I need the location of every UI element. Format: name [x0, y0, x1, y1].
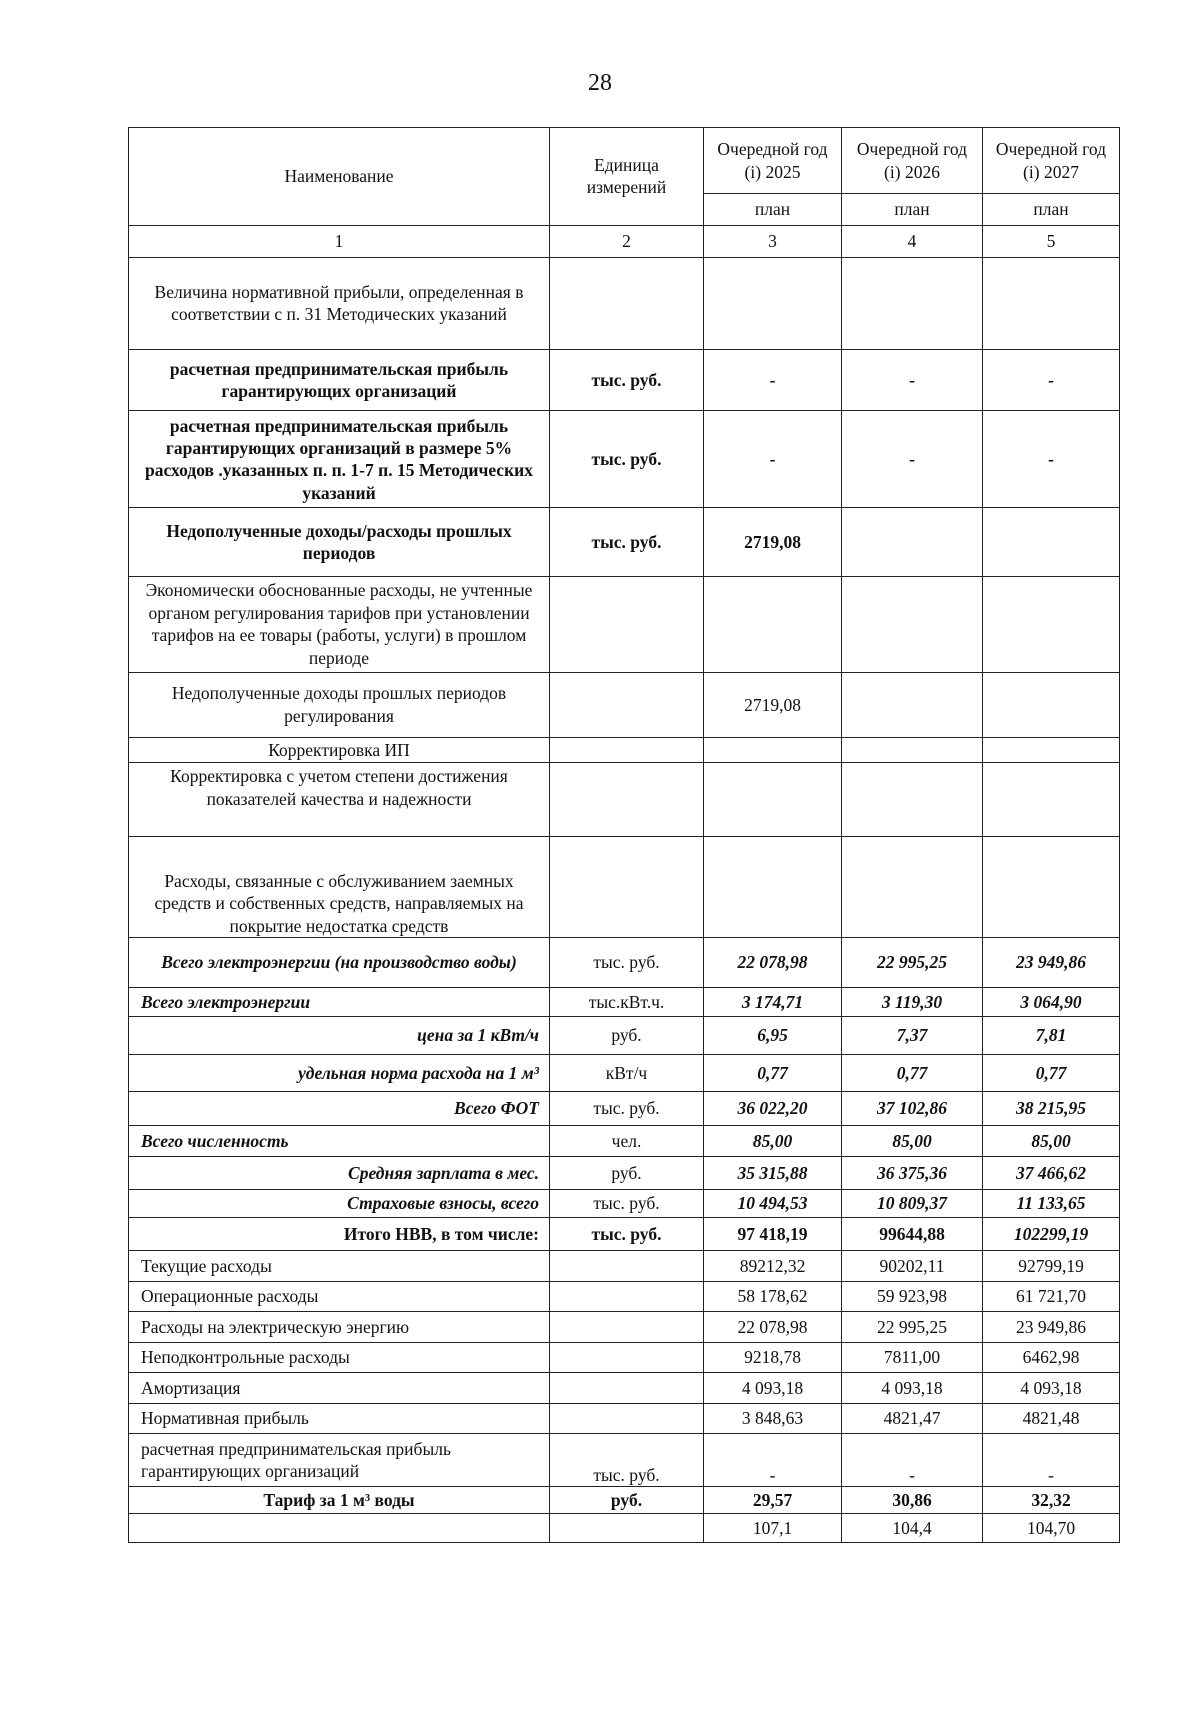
row-unit: [550, 1403, 704, 1434]
row-unit: [550, 1251, 704, 1282]
row-value-2026: 37 102,86: [842, 1091, 983, 1125]
row-value-2027: 37 466,62: [983, 1157, 1120, 1190]
row-value-2026: 104,4: [842, 1514, 983, 1543]
row-unit: [550, 837, 704, 938]
row-unit: [550, 1342, 704, 1373]
row-value-2025: -: [704, 411, 842, 508]
row-value-2027: -: [983, 350, 1120, 411]
row-value-2027: [983, 763, 1120, 837]
table-row: [129, 350, 1120, 411]
row-value-2027: [983, 737, 1120, 762]
row-name: Всего ФОТ: [129, 1091, 550, 1125]
row-name: цена за 1 кВт/ч: [129, 1017, 550, 1055]
table-row: [129, 1312, 1120, 1343]
row-value-2026: 4 093,18: [842, 1373, 983, 1404]
row-name: Страховые взносы, всего: [129, 1189, 550, 1217]
header-plan: план: [842, 194, 983, 226]
header-plan: план: [983, 194, 1120, 226]
row-name: Текущие расходы: [129, 1251, 550, 1282]
row-value-2026: 59 923,98: [842, 1281, 983, 1312]
row-value-2026: 7811,00: [842, 1342, 983, 1373]
row-value-2026: [842, 257, 983, 350]
row-name: Корректировка ИП: [129, 737, 550, 762]
row-unit: чел.: [550, 1125, 704, 1157]
table-row: [129, 411, 1120, 508]
row-value-2025: 22 078,98: [704, 938, 842, 988]
table-row: [129, 1403, 1120, 1434]
table-row: [129, 1434, 1120, 1487]
row-value-2025: [704, 257, 842, 350]
row-name: Всего электроэнергии: [129, 987, 550, 1017]
row-value-2027: 38 215,95: [983, 1091, 1120, 1125]
row-value-2026: 7,37: [842, 1017, 983, 1055]
row-value-2027: 102299,19: [983, 1218, 1120, 1251]
row-value-2027: 3 064,90: [983, 987, 1120, 1017]
row-value-2025: [704, 576, 842, 672]
row-name: Тариф за 1 м³ воды: [129, 1486, 550, 1513]
header-year-2027: Очередной год (i) 2027: [983, 128, 1120, 194]
row-value-2025: [704, 737, 842, 762]
row-value-2027: [983, 257, 1120, 350]
row-value-2027: 61 721,70: [983, 1281, 1120, 1312]
row-value-2025: 6,95: [704, 1017, 842, 1055]
row-name: Недополученные доходы прошлых периодов регулирования: [129, 672, 550, 737]
row-value-2026: 4821,47: [842, 1403, 983, 1434]
row-value-2025: 4 093,18: [704, 1373, 842, 1404]
row-unit: тыс. руб.: [550, 1189, 704, 1217]
row-value-2027: 6462,98: [983, 1342, 1120, 1373]
row-value-2025: [704, 837, 842, 938]
header-row: [129, 128, 1120, 194]
row-value-2026: 99644,88: [842, 1218, 983, 1251]
table-row: [129, 763, 1120, 837]
row-value-2027: -: [983, 1434, 1120, 1487]
row-value-2027: [983, 576, 1120, 672]
row-value-2027: 11 133,65: [983, 1189, 1120, 1217]
row-name: Амортизация: [129, 1373, 550, 1404]
row-value-2027: 32,32: [983, 1486, 1120, 1513]
row-unit: тыс. руб.: [550, 508, 704, 576]
row-unit: [550, 672, 704, 737]
row-value-2027: -: [983, 411, 1120, 508]
row-value-2025: 58 178,62: [704, 1281, 842, 1312]
row-unit: руб.: [550, 1486, 704, 1513]
row-name: [129, 1514, 550, 1543]
table-row: [129, 837, 1120, 938]
column-number: 1: [129, 225, 550, 257]
row-name: Величина нормативной прибыли, определенная в соответствии с п. 31 Методических указаний: [129, 257, 550, 350]
row-name: Средняя зарплата в мес.: [129, 1157, 550, 1190]
row-name: удельная норма расхода на 1 м³: [129, 1055, 550, 1092]
header-unit: Единица измерений: [550, 128, 704, 226]
row-value-2025: 35 315,88: [704, 1157, 842, 1190]
row-unit: [550, 1312, 704, 1343]
row-value-2026: 10 809,37: [842, 1189, 983, 1217]
row-unit: [550, 257, 704, 350]
column-number: 2: [550, 225, 704, 257]
row-value-2026: 22 995,25: [842, 938, 983, 988]
row-value-2026: 90202,11: [842, 1251, 983, 1282]
table-row: [129, 1342, 1120, 1373]
table-row: [129, 1189, 1120, 1217]
row-value-2025: 85,00: [704, 1125, 842, 1157]
row-unit: [550, 737, 704, 762]
table-row: [129, 1125, 1120, 1157]
row-value-2025: 0,77: [704, 1055, 842, 1092]
row-value-2026: 36 375,36: [842, 1157, 983, 1190]
row-name: Всего электроэнергии (на производство воды): [129, 938, 550, 988]
row-unit: тыс. руб.: [550, 350, 704, 411]
row-unit: тыс.кВт.ч.: [550, 987, 704, 1017]
row-unit: [550, 1281, 704, 1312]
row-name: Нормативная прибыль: [129, 1403, 550, 1434]
table-row: [129, 938, 1120, 988]
row-name: Экономически обоснованные расходы, не учтенные органом регулирования тарифов при установлении тарифов на ее товары (работы, услуги) в прошлом периоде: [129, 576, 550, 672]
row-value-2027: 85,00: [983, 1125, 1120, 1157]
column-number: 5: [983, 225, 1120, 257]
row-name: Расходы, связанные с обслуживанием заемных средств и собственных средств, направляемых на покрытие недостатка средств: [129, 837, 550, 938]
row-value-2025: 2719,08: [704, 508, 842, 576]
table-row: [129, 1373, 1120, 1404]
row-unit: [550, 1514, 704, 1543]
row-unit: тыс. руб.: [550, 1434, 704, 1487]
header-year-2026: Очередной год (i) 2026: [842, 128, 983, 194]
row-value-2026: -: [842, 1434, 983, 1487]
row-name: Корректировка с учетом степени достижения показателей качества и надежности: [129, 763, 550, 837]
row-unit: руб.: [550, 1157, 704, 1190]
row-value-2027: 104,70: [983, 1514, 1120, 1543]
column-number: 4: [842, 225, 983, 257]
table-row: [129, 257, 1120, 350]
row-name: Операционные расходы: [129, 1281, 550, 1312]
row-value-2026: [842, 837, 983, 938]
table-row: [129, 672, 1120, 737]
row-value-2026: -: [842, 350, 983, 411]
table-row: [129, 737, 1120, 762]
header-name: Наименование: [129, 128, 550, 226]
table-row: [129, 1514, 1120, 1543]
table-row: [129, 1218, 1120, 1251]
row-value-2026: 0,77: [842, 1055, 983, 1092]
row-value-2027: [983, 672, 1120, 737]
row-value-2026: -: [842, 411, 983, 508]
row-unit: тыс. руб.: [550, 1091, 704, 1125]
table-row: [129, 576, 1120, 672]
row-value-2025: 89212,32: [704, 1251, 842, 1282]
table-row: [129, 1281, 1120, 1312]
header-plan: план: [704, 194, 842, 226]
row-value-2027: 4 093,18: [983, 1373, 1120, 1404]
row-unit: [550, 1373, 704, 1404]
row-value-2027: 92799,19: [983, 1251, 1120, 1282]
table-row: [129, 1486, 1120, 1513]
row-value-2026: 22 995,25: [842, 1312, 983, 1343]
row-value-2025: 10 494,53: [704, 1189, 842, 1217]
row-value-2025: 3 848,63: [704, 1403, 842, 1434]
row-value-2025: 3 174,71: [704, 987, 842, 1017]
row-unit: тыс. руб.: [550, 1218, 704, 1251]
row-unit: [550, 763, 704, 837]
page-number: 28: [588, 70, 612, 96]
row-value-2027: 7,81: [983, 1017, 1120, 1055]
row-name: Недополученные доходы/расходы прошлых периодов: [129, 508, 550, 576]
row-value-2027: 4821,48: [983, 1403, 1120, 1434]
row-value-2027: 23 949,86: [983, 938, 1120, 988]
table-row: [129, 508, 1120, 576]
row-value-2025: 22 078,98: [704, 1312, 842, 1343]
table-row: [129, 1091, 1120, 1125]
row-value-2025: 29,57: [704, 1486, 842, 1513]
row-value-2027: 23 949,86: [983, 1312, 1120, 1343]
row-value-2025: 97 418,19: [704, 1218, 842, 1251]
row-value-2026: [842, 672, 983, 737]
row-name: расчетная предпринимательская прибыль гарантирующих организаций: [129, 1434, 550, 1487]
row-unit: руб.: [550, 1017, 704, 1055]
row-value-2025: -: [704, 1434, 842, 1487]
table-row: [129, 1251, 1120, 1282]
row-value-2027: [983, 508, 1120, 576]
row-value-2026: [842, 737, 983, 762]
row-value-2026: 3 119,30: [842, 987, 983, 1017]
row-name: Всего численность: [129, 1125, 550, 1157]
row-value-2026: [842, 508, 983, 576]
header-year-2025: Очередной год (i) 2025: [704, 128, 842, 194]
row-value-2026: [842, 763, 983, 837]
row-name: расчетная предпринимательская прибыль гарантирующих организаций: [129, 350, 550, 411]
row-value-2026: 30,86: [842, 1486, 983, 1513]
column-number: 3: [704, 225, 842, 257]
row-value-2025: 36 022,20: [704, 1091, 842, 1125]
row-name: Итого НВВ, в том числе:: [129, 1218, 550, 1251]
row-value-2026: [842, 576, 983, 672]
row-value-2025: 9218,78: [704, 1342, 842, 1373]
row-unit: тыс. руб.: [550, 411, 704, 508]
row-value-2025: 2719,08: [704, 672, 842, 737]
row-unit: [550, 576, 704, 672]
row-name: расчетная предпринимательская прибыль гарантирующих организаций в размере 5% расходов .указанных п. п. 1-7 п. 15 Методических указаний: [129, 411, 550, 508]
row-value-2027: [983, 837, 1120, 938]
row-value-2027: 0,77: [983, 1055, 1120, 1092]
table-row: [129, 1055, 1120, 1092]
row-value-2025: -: [704, 350, 842, 411]
row-name: Расходы на электрическую энергию: [129, 1312, 550, 1343]
row-unit: кВт/ч: [550, 1055, 704, 1092]
row-value-2026: 85,00: [842, 1125, 983, 1157]
table-row: [129, 1017, 1120, 1055]
tariff-table: [128, 127, 1120, 1543]
row-value-2025: [704, 763, 842, 837]
row-unit: тыс. руб.: [550, 938, 704, 988]
column-numbers-row: [129, 225, 1120, 257]
row-value-2025: 107,1: [704, 1514, 842, 1543]
table-row: [129, 987, 1120, 1017]
row-name: Неподконтрольные расходы: [129, 1342, 550, 1373]
table-row: [129, 1157, 1120, 1190]
